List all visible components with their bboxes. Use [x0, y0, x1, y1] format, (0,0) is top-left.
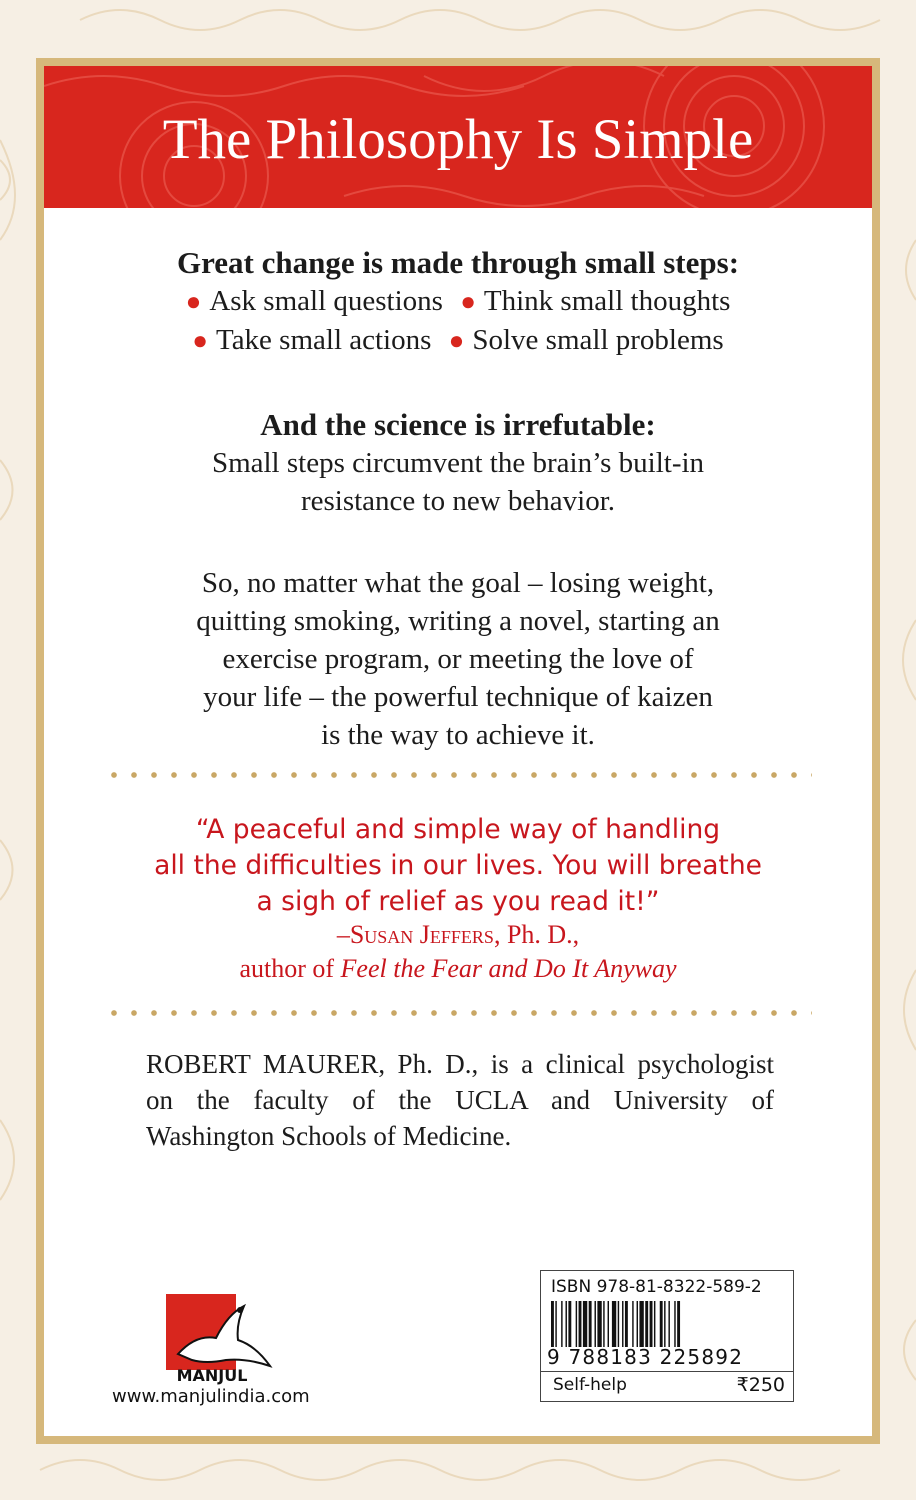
barcode-bar — [608, 1301, 609, 1347]
barcode-bar — [583, 1301, 587, 1347]
barcode-icon — [551, 1301, 783, 1347]
red-bullet-icon: ● — [448, 326, 465, 355]
step-item: Solve small problems — [472, 324, 724, 356]
quote-line: “A peaceful and simple way of handling — [195, 814, 721, 845]
small-steps-line-2 — [44, 321, 872, 360]
barcode-bar — [566, 1301, 567, 1347]
barcode-bar — [654, 1301, 655, 1347]
goal-paragraph — [44, 564, 872, 754]
title-banner — [44, 66, 872, 208]
barcode-bar — [637, 1301, 638, 1347]
science-section — [44, 406, 872, 520]
barcode-divider — [541, 1371, 793, 1372]
science-line: Small steps circumvent the brain’s built-in — [211, 447, 705, 479]
barcode-panel — [540, 1270, 794, 1402]
barcode-bar — [618, 1301, 619, 1347]
barcode-bar — [589, 1301, 592, 1347]
bio-line: on the faculty of the UCLA and University of — [146, 1085, 774, 1115]
publisher-name: MANJUL — [176, 1366, 248, 1385]
barcode-bar — [639, 1301, 643, 1347]
goal-line: exercise program, or meeting the love of — [222, 643, 694, 675]
step-item: Ask small questions — [209, 285, 443, 317]
small-steps-heading: Great change is made through small steps: — [176, 245, 740, 280]
author-book — [44, 952, 872, 986]
barcode-bar — [622, 1301, 623, 1347]
barcode-bar — [674, 1301, 675, 1347]
small-steps-line-1 — [44, 282, 872, 321]
goal-line: So, no matter what the goal – losing weight, — [201, 567, 715, 599]
barcode-bar — [551, 1301, 554, 1347]
quote-author — [44, 918, 872, 952]
small-steps-section — [44, 244, 872, 360]
dotted-divider — [104, 1010, 812, 1016]
price-label: ₹250 — [736, 1374, 785, 1396]
barcode-bar — [645, 1301, 648, 1347]
author-bio — [146, 1046, 774, 1154]
barcode-bar — [568, 1301, 571, 1347]
barcode-bar — [632, 1301, 633, 1347]
publisher-website: www.manjulindia.com — [112, 1386, 310, 1407]
red-bullet-icon: ● — [192, 326, 208, 355]
dotted-divider — [104, 772, 812, 778]
barcode-bar — [561, 1301, 562, 1347]
author-credential: , Ph. D., — [493, 920, 580, 949]
barcode-bar — [625, 1301, 628, 1347]
barcode-bar — [650, 1301, 653, 1347]
cover-frame — [36, 58, 880, 1444]
step-item: Think small thoughts — [483, 285, 731, 317]
barcode-bar — [603, 1301, 604, 1347]
endorsement-quote — [44, 812, 872, 920]
goal-line: your life – the powerful technique of kaizen — [203, 681, 713, 713]
barcode-bar — [597, 1301, 601, 1347]
science-line: resistance to new behavior. — [300, 485, 616, 517]
red-bullet-icon: ● — [460, 287, 476, 316]
barcode-bar — [660, 1301, 663, 1347]
barcode-bar — [555, 1301, 556, 1347]
goal-line: quitting smoking, writing a novel, starting an — [196, 605, 720, 637]
goal-line: is the way to achieve it. — [321, 719, 595, 751]
author-book-title: Feel the Fear and Do It Anyway — [340, 954, 677, 983]
step-item: Take small actions — [216, 324, 432, 356]
isbn-text: ISBN 978-81-8322-589-2 — [551, 1277, 762, 1297]
quote-line: a sigh of relief as you read it!” — [256, 886, 660, 917]
science-heading: And the science is irrefutable: — [260, 407, 656, 442]
barcode-number: 9 788183 225892 — [547, 1345, 744, 1369]
bio-line: Washington Schools of Medicine. — [146, 1121, 512, 1151]
barcode-bar — [576, 1301, 577, 1347]
quote-attribution — [44, 918, 872, 986]
author-book-prefix: author of — [239, 954, 341, 983]
bio-line: ROBERT MAURER, Ph. D., is a clinical psychologist — [146, 1049, 774, 1079]
barcode-bar — [595, 1301, 596, 1347]
author-name: Susan Jeffers — [349, 920, 494, 949]
book-back-title: The Philosophy Is Simple — [162, 108, 754, 171]
red-bullet-icon: ● — [185, 287, 202, 316]
cover-panel — [44, 66, 872, 1436]
author-dash: – — [336, 920, 350, 949]
barcode-bar — [579, 1301, 582, 1347]
barcode-bar — [612, 1301, 616, 1347]
barcode-bar — [677, 1301, 680, 1347]
quote-line: all the difficulties in our lives. You will breathe — [154, 850, 762, 881]
barcode-bar — [664, 1301, 665, 1347]
genre-label: Self-help — [553, 1375, 627, 1395]
barcode-bar — [668, 1301, 669, 1347]
